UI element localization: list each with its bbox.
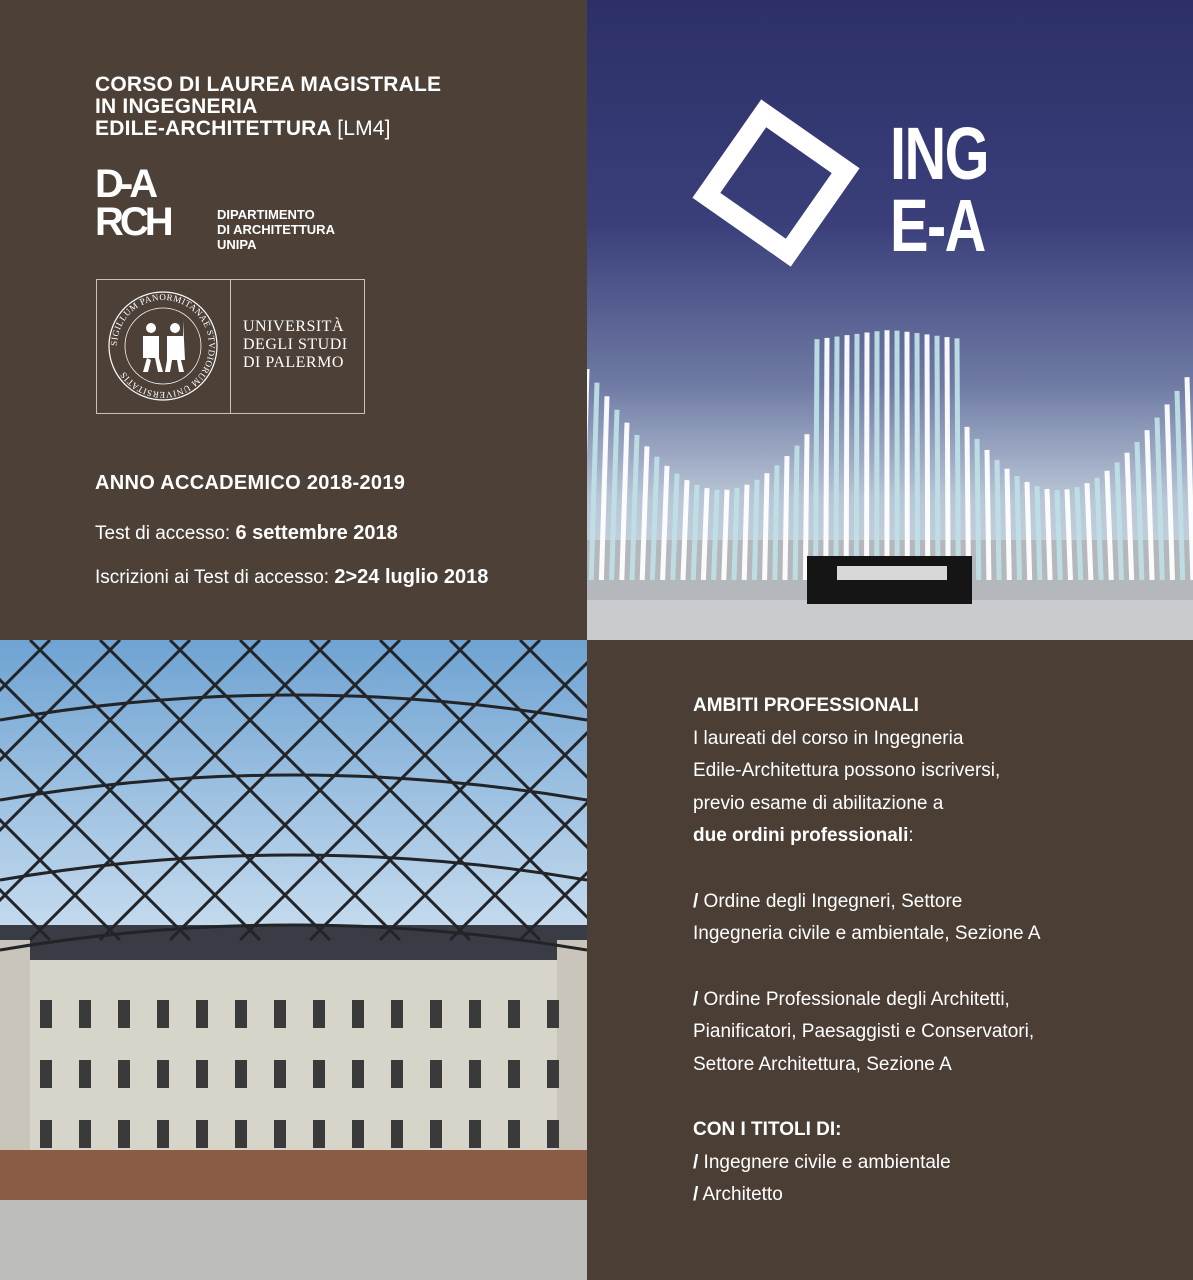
structure-fin	[714, 490, 717, 580]
order-1-text: Ordine degli Ingegneri, Settore	[698, 890, 963, 912]
slash-1: /	[693, 890, 699, 912]
facade-window	[313, 1120, 325, 1148]
structure-fin	[917, 333, 918, 580]
test-label: Test di accesso:	[95, 523, 236, 544]
info-panel	[0, 0, 587, 640]
dept-line-3: UNIPA	[217, 237, 257, 252]
intro-line-4	[693, 820, 1173, 853]
course-line-3-text: EDILE-ARCHITETTURA	[95, 117, 332, 140]
slash-4: /	[693, 1184, 699, 1205]
facade-window	[274, 1060, 286, 1088]
logo-line-2: E-A	[890, 184, 985, 267]
facade-window	[547, 1060, 559, 1088]
professional-text	[693, 690, 1173, 1212]
darch-logo-row-2: RCH	[95, 200, 170, 244]
university-line-3: DI PALERMO	[243, 354, 344, 371]
courtyard-image	[0, 640, 587, 1280]
facade-window	[508, 1060, 520, 1088]
dept-line-2: DI ARCHITETTURA	[217, 222, 335, 237]
facade-window	[40, 1060, 52, 1088]
structure-fin	[754, 480, 757, 580]
structure-fin	[927, 334, 928, 580]
facade-window	[547, 1120, 559, 1148]
title-1-text: Ingegnere civile e ambientale	[698, 1151, 951, 1173]
structure-fin	[724, 490, 727, 580]
structure-fin	[765, 473, 767, 580]
facade-window	[196, 1060, 208, 1088]
facade-window	[118, 1120, 130, 1148]
title-2	[693, 1179, 1173, 1212]
slash-2: /	[693, 988, 699, 1010]
structure-fin	[795, 446, 797, 580]
facade-window	[391, 1060, 403, 1088]
test-date-line	[95, 522, 398, 545]
structure-fin	[856, 334, 857, 580]
facade-window	[157, 1060, 169, 1088]
intro-bold: due ordini professionali	[693, 825, 909, 846]
facade-window	[469, 1060, 481, 1088]
facade-window	[352, 1060, 364, 1088]
university-logo	[96, 279, 365, 414]
test-date: 6 settembre 2018	[235, 522, 398, 544]
seal-text: SIGILLUM PANORMITANAE STVDIORUM UNIVERSITATIS	[108, 291, 218, 401]
structure-fin	[775, 465, 777, 580]
university-seal-icon	[107, 290, 219, 402]
facade-window	[40, 1000, 52, 1028]
facade-window	[79, 1120, 91, 1148]
darch-logo-row-1: D-A	[95, 162, 155, 206]
facade-window	[40, 1120, 52, 1148]
academic-year: ANNO ACCADEMICO 2018-2019	[95, 472, 406, 494]
order-2-line-3: Settore Architettura, Sezione A	[693, 1053, 952, 1075]
facade-window	[391, 1000, 403, 1028]
structure-fin	[977, 439, 979, 580]
facade-window	[274, 1000, 286, 1028]
facade-window	[157, 1120, 169, 1148]
slash-3: /	[693, 1151, 699, 1173]
facade-window	[469, 1120, 481, 1148]
logo-divider	[230, 280, 231, 413]
facade-window	[547, 1000, 559, 1028]
facade-window	[352, 1000, 364, 1028]
facade-window	[352, 1120, 364, 1148]
structure-fin	[997, 460, 999, 580]
facade-window	[157, 1000, 169, 1028]
facade-window	[235, 1060, 247, 1088]
structure-fin	[1037, 486, 1040, 580]
intro-line-1: I laureati del corso in Ingegneria	[693, 727, 964, 749]
structure-fin	[1007, 469, 1009, 580]
enroll-label: Iscrizioni ai Test di accesso:	[95, 567, 335, 588]
order-1-line-2: Ingegneria civile e ambientale, Sezione A	[693, 923, 1041, 944]
order-2-line-2: Pianificatori, Paesaggisti e Conservatori,	[693, 1021, 1035, 1042]
structure-fin	[836, 337, 837, 580]
facade-window	[235, 1000, 247, 1028]
facade-window	[313, 1060, 325, 1088]
structure-fin	[744, 485, 747, 580]
titles-heading: CON I TITOLI DI:	[693, 1119, 842, 1140]
structure-fin	[947, 337, 948, 580]
enroll-date: 2>24 luglio 2018	[334, 566, 489, 588]
facade-window	[430, 1120, 442, 1148]
facade-window	[118, 1000, 130, 1028]
facade-window	[391, 1120, 403, 1148]
intro-line-3: previo esame di abilitazione a	[693, 792, 944, 814]
structure-fin	[846, 335, 847, 580]
ingea-logo-text	[890, 112, 988, 267]
course-code: [LM4]	[337, 117, 391, 140]
structure-fin	[785, 456, 787, 580]
facade-window	[313, 1000, 325, 1028]
structure-fin	[1027, 482, 1030, 580]
facade-window	[469, 1000, 481, 1028]
department-name	[217, 207, 335, 252]
course-title	[95, 74, 441, 140]
structure-fin	[957, 338, 958, 580]
facade-window	[196, 1120, 208, 1148]
structure-fin	[734, 488, 737, 580]
course-line-1: CORSO DI LAUREA MAGISTRALE	[95, 73, 442, 96]
facade-window	[508, 1000, 520, 1028]
structure-fin	[1057, 490, 1060, 580]
structure-fin	[826, 338, 827, 580]
university-line-1: UNIVERSITÀ	[243, 318, 344, 335]
structure-fin	[805, 434, 807, 580]
structure-fin	[1067, 489, 1071, 580]
facade-window	[274, 1120, 286, 1148]
facade-window	[79, 1060, 91, 1088]
courtyard-photo	[0, 640, 587, 1280]
order-1-line-1	[693, 886, 1173, 919]
structure-fin	[1047, 489, 1050, 580]
dept-line-1: DIPARTIMENTO	[217, 207, 315, 222]
course-line-2: IN INGEGNERIA	[95, 95, 258, 118]
intro-line-2: Edile-Architettura possono iscriversi,	[693, 760, 1001, 781]
title-1	[693, 1147, 1173, 1180]
order-2-line-1	[693, 984, 1173, 1017]
course-line-3	[95, 118, 441, 140]
structure-fin	[937, 336, 938, 580]
brand-photo-panel	[587, 0, 1193, 640]
enrollment-line	[95, 566, 488, 589]
order-2-text: Ordine Professionale degli Architetti,	[698, 988, 1010, 1010]
facade-window	[430, 1060, 442, 1088]
structure-fin	[816, 339, 817, 580]
intro-colon: :	[908, 825, 914, 846]
structure-fin	[1017, 476, 1020, 580]
facade-window	[235, 1120, 247, 1148]
structure-fin	[987, 450, 989, 580]
darch-logo	[95, 162, 195, 255]
title-2-text: Architetto	[698, 1184, 783, 1205]
facade-window	[118, 1060, 130, 1088]
university-line-2: DEGLI STUDI	[243, 336, 348, 353]
logo-line-1: ING	[890, 112, 988, 195]
facade-window	[196, 1000, 208, 1028]
university-name	[243, 318, 348, 372]
facade-window	[508, 1120, 520, 1148]
facade-window	[79, 1000, 91, 1028]
wave-building-image	[587, 0, 1193, 640]
professional-heading: AMBITI PROFESSIONALI	[693, 695, 919, 716]
facade-window	[430, 1000, 442, 1028]
